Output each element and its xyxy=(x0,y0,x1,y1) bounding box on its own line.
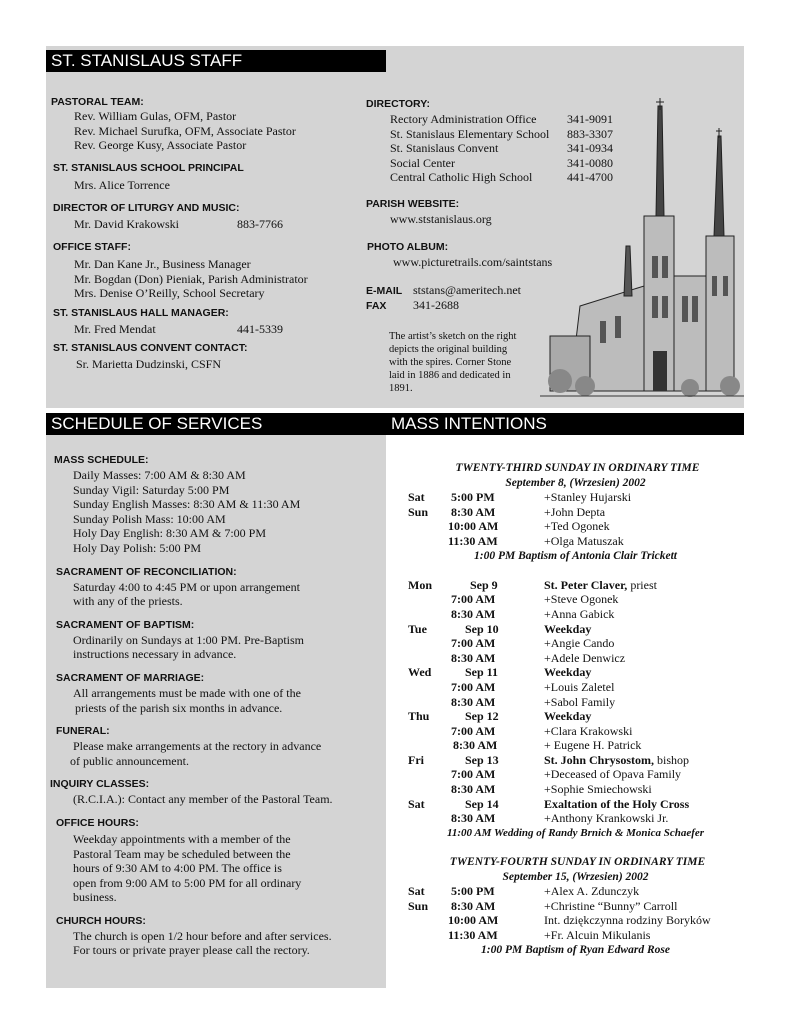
intention-row xyxy=(408,767,743,782)
directory-entry-phone: 441-4700 xyxy=(567,170,613,185)
weekday-title: Exaltation of the Holy Cross xyxy=(544,796,690,811)
baptism-line: Ordinarily on Sundays at 1:00 PM. Pre-Baptism xyxy=(73,632,304,647)
mass-schedule-line: Sunday Polish Mass: 10:00 AM xyxy=(73,511,226,526)
convent-contact-label: ST. STANISLAUS CONVENT CONTACT: xyxy=(53,342,248,355)
directory-entry-phone: 341-9091 xyxy=(567,112,613,126)
photo-album-link[interactable]: www.picturetrails.com/saintstans xyxy=(393,254,553,269)
intention-row xyxy=(408,680,743,695)
intention-time: 8:30 AM xyxy=(451,606,496,621)
baptism-line: instructions necessary in advance. xyxy=(73,647,237,662)
hall-manager-name: Mr. Fred Mendat xyxy=(74,321,156,336)
intention-time: 11:30 AM xyxy=(448,928,498,942)
directory-entry xyxy=(390,170,650,185)
directory-entry-name: St. Stanislaus Convent xyxy=(390,141,499,156)
fax-row xyxy=(366,298,650,313)
intention-row xyxy=(408,695,743,710)
intention-row xyxy=(408,505,743,520)
directory-entry-name: St. Stanislaus Elementary School xyxy=(390,126,550,141)
directory-entry-name: Central Catholic High School xyxy=(390,170,533,185)
intention-day: Sun xyxy=(408,504,429,519)
intention-time: 7:00 AM xyxy=(451,636,496,651)
office-staff-line: Mr. Bogdan (Don) Pieniak, Parish Administrator xyxy=(74,271,308,286)
weekday-title: Weekday xyxy=(544,621,592,636)
mass-schedule-line: Holy Day English: 8:30 AM & 7:00 PM xyxy=(73,526,267,541)
liturgy-name: Mr. David Krakowski xyxy=(74,217,179,232)
mass-schedule-line: Holy Day Polish: 5:00 PM xyxy=(73,540,202,555)
reconciliation-label: SACRAMENT OF RECONCILIATION: xyxy=(56,565,237,578)
principal-name: Mrs. Alice Torrence xyxy=(74,177,170,192)
funeral-line: of public announcement. xyxy=(70,753,189,768)
weekday-title: Weekday xyxy=(544,709,592,724)
pastoral-team-label: PASTORAL TEAM: xyxy=(51,96,144,108)
weekday-header xyxy=(408,797,743,812)
photo-album-label: PHOTO ALBUM: xyxy=(367,240,449,253)
intention-text: +John Depta xyxy=(544,504,606,519)
inquiry-label: INQUIRY CLASSES: xyxy=(50,778,150,791)
caption-line: depicts the original building xyxy=(389,344,508,356)
weekday-date: Sep 10 xyxy=(465,621,499,636)
website-label: PARISH WEBSITE: xyxy=(366,197,460,210)
intention-time: 10:00 AM xyxy=(448,519,499,534)
schedule-title-bar: SCHEDULE OF SERVICES xyxy=(46,413,386,435)
intentions-column xyxy=(408,461,743,957)
sketch-caption xyxy=(366,330,650,395)
funeral-line: Please make arrangements at the rectory in advance xyxy=(73,739,322,754)
intention-row xyxy=(408,884,743,899)
pastoral-line: Rev. George Kusy, Associate Pastor xyxy=(74,138,247,153)
week1-date: September 8, (Wrzesien) 2002 xyxy=(505,476,646,489)
mass-schedule-line: Sunday Vigil: Saturday 5:00 PM xyxy=(73,482,230,497)
intention-text: +Angie Cando xyxy=(544,636,615,651)
intention-row xyxy=(408,724,743,739)
weekday-title xyxy=(544,578,657,593)
church-hours-line: The church is open 1/2 hour before and after services. xyxy=(73,928,332,943)
intention-text: Int. dziękczynna rodziny Boryków xyxy=(544,913,711,928)
intention-row xyxy=(408,928,743,943)
church-hours-line: For tours or private prayer please call the rectory. xyxy=(73,943,310,958)
directory-entry-name: Social Center xyxy=(390,155,455,170)
office-hours-line: Pastoral Team may be scheduled between the xyxy=(73,846,291,861)
office-hours-line: open from 9:00 AM to 5:00 PM for all ordinary xyxy=(73,875,302,890)
intention-row xyxy=(408,534,743,549)
marriage-line: All arrangements must be made with one of the xyxy=(73,685,301,700)
intention-day: Sat xyxy=(408,490,425,505)
directory-entry-name: Rectory Administration Office xyxy=(390,112,537,126)
inquiry-line: (R.C.I.A.): Contact any member of the Pastoral Team. xyxy=(73,792,333,807)
intention-row xyxy=(408,490,743,505)
intention-time: 8:30 AM xyxy=(451,811,496,826)
caption-line: with the spires. Corner Stone xyxy=(389,357,512,369)
weekday-header xyxy=(408,753,743,768)
marriage-label: SACRAMENT OF MARRIAGE: xyxy=(56,671,205,684)
week1-note: 1:00 PM Baptism of Antonia Clair Trickett xyxy=(474,549,677,562)
intention-row xyxy=(408,899,743,914)
intention-time: 8:30 AM xyxy=(453,738,498,753)
intention-time: 10:00 AM xyxy=(448,913,499,928)
caption-line: The artist’s sketch on the right xyxy=(389,331,517,343)
intention-row xyxy=(408,607,743,622)
church-hours-label: CHURCH HOURS: xyxy=(56,914,146,927)
reconciliation-line: with any of the priests. xyxy=(73,594,183,609)
weekday-title-bold: St. John Chrysostom, xyxy=(544,752,655,767)
intention-text: +Olga Matuszak xyxy=(544,533,624,548)
staff-title-bar: ST. STANISLAUS STAFF xyxy=(46,50,386,72)
fax-label: FAX xyxy=(366,300,387,313)
intention-text: +Deceased of Opava Family xyxy=(544,767,682,782)
intention-row xyxy=(408,811,743,826)
directory-label: DIRECTORY: xyxy=(366,98,430,110)
weekday-header xyxy=(408,578,743,593)
intention-text: +Louis Zaletel xyxy=(544,679,615,694)
week2-heading: TWENTY-FOURTH SUNDAY IN ORDINARY TIME xyxy=(449,856,706,869)
weekday-day: Thu xyxy=(408,709,430,724)
intention-time: 11:30 AM xyxy=(448,533,498,548)
week1-heading: TWENTY-THIRD SUNDAY IN ORDINARY TIME xyxy=(455,462,700,474)
intention-time: 8:30 AM xyxy=(451,694,496,709)
intention-text: +Anthony Krankowski Jr. xyxy=(544,811,669,826)
weekday-date: Sep 13 xyxy=(465,752,499,767)
intention-time: 7:00 AM xyxy=(451,679,496,694)
intention-time: 7:00 AM xyxy=(451,723,496,738)
email-label: E-MAIL xyxy=(366,285,403,298)
directory-entry xyxy=(390,156,650,171)
intention-text: +Stanley Hujarski xyxy=(544,490,632,505)
weekday-header xyxy=(408,665,743,680)
intention-day: Sat xyxy=(408,884,425,899)
weekday-date: Sep 12 xyxy=(465,709,499,724)
directory-entry-phone: 341-0934 xyxy=(567,141,613,156)
liturgy-row xyxy=(51,217,308,232)
intentions-title-bar: MASS INTENTIONS xyxy=(386,413,744,435)
weekday-header xyxy=(408,709,743,724)
intention-time: 7:00 AM xyxy=(451,767,496,782)
weekday-day: Wed xyxy=(408,665,432,680)
weekday-note: 11:00 AM Wedding of Randy Brnich & Monica Schaefer xyxy=(446,826,705,839)
intention-row xyxy=(408,738,743,753)
intention-row xyxy=(408,592,743,607)
intention-text: +Alex A. Zdunczyk xyxy=(544,884,640,899)
website-link[interactable]: www.ststanislaus.org xyxy=(390,211,492,226)
weekday-title-rest: bishop xyxy=(654,752,690,767)
principal-label: ST. STANISLAUS SCHOOL PRINCIPAL xyxy=(53,161,244,174)
intention-time: 5:00 PM xyxy=(451,884,495,899)
weekday-title-bold: St. Peter Claver, xyxy=(544,577,628,592)
office-staff-label: OFFICE STAFF: xyxy=(53,240,131,253)
liturgy-phone: 883-7766 xyxy=(237,217,283,232)
weekday-title xyxy=(544,753,689,768)
intention-text: +Adele Denwicz xyxy=(544,650,626,665)
intention-text: +Steve Ogonek xyxy=(544,592,619,607)
hall-manager-phone: 441-5339 xyxy=(237,321,283,336)
intention-time: 8:30 AM xyxy=(451,650,496,665)
directory-entry-phone: 883-3307 xyxy=(567,126,613,141)
directory-column xyxy=(366,98,650,395)
intention-time: 8:30 AM xyxy=(451,898,496,913)
week2-date: September 15, (Wrzesien) 2002 xyxy=(502,870,649,883)
intention-time: 5:00 PM xyxy=(451,490,495,505)
intention-time: 8:30 AM xyxy=(451,782,496,797)
caption-line: 1891. xyxy=(389,383,413,395)
office-hours-line: Weekday appointments with a member of the xyxy=(73,831,291,846)
weekday-day: Mon xyxy=(408,577,432,592)
staff-left-column xyxy=(51,96,308,372)
intention-row xyxy=(408,519,743,534)
weekday-day: Tue xyxy=(408,621,427,636)
office-staff-line: Mrs. Denise O’Reilly, School Secretary xyxy=(74,286,265,301)
fax-number: 341-2688 xyxy=(413,298,459,313)
baptism-label: SACRAMENT OF BAPTISM: xyxy=(56,618,195,631)
pastoral-line: Rev. William Gulas, OFM, Pastor xyxy=(74,109,237,123)
caption-line: laid in 1886 and dedicated in xyxy=(389,370,511,382)
hall-manager-row xyxy=(51,322,308,337)
intention-row xyxy=(408,636,743,651)
weekday-title-rest: priest xyxy=(627,577,657,592)
intention-text: +Clara Krakowski xyxy=(544,723,633,738)
intention-text: +Ted Ogonek xyxy=(544,519,610,534)
office-staff-line: Mr. Dan Kane Jr., Business Manager xyxy=(74,256,251,271)
intention-row xyxy=(408,782,743,797)
office-hours-label: OFFICE HOURS: xyxy=(56,816,139,829)
intention-text: +Fr. Alcuin Mikulanis xyxy=(544,928,651,942)
intention-text: +Sophie Smiechowski xyxy=(544,782,652,797)
directory-entry xyxy=(390,112,650,127)
convent-contact-name: Sr. Marietta Dudzinski, CSFN xyxy=(76,357,222,372)
email-row xyxy=(366,283,650,298)
schedule-column xyxy=(51,454,333,958)
office-hours-line: business. xyxy=(73,890,117,905)
intention-time: 7:00 AM xyxy=(451,592,496,607)
intention-text: +Christine “Bunny” Carroll xyxy=(544,898,678,913)
intention-day: Sun xyxy=(408,898,429,913)
intention-text: +Anna Gabick xyxy=(544,606,615,621)
week2-note: 1:00 PM Baptism of Ryan Edward Rose xyxy=(481,943,670,956)
directory-entry xyxy=(390,127,650,142)
weekday-day: Fri xyxy=(408,752,424,767)
reconciliation-line: Saturday 4:00 to 4:45 PM or upon arrangement xyxy=(73,579,300,594)
directory-entry xyxy=(390,141,650,156)
intention-row xyxy=(408,651,743,666)
funeral-label: FUNERAL: xyxy=(56,725,110,738)
weekday-date: Sep 11 xyxy=(465,665,499,680)
hall-manager-label: ST. STANISLAUS HALL MANAGER: xyxy=(53,306,229,319)
intention-time: 8:30 AM xyxy=(451,504,496,519)
weekday-title: Weekday xyxy=(544,665,592,680)
weekday-day: Sat xyxy=(408,796,425,811)
mass-schedule-line: Sunday English Masses: 8:30 AM & 11:30 AM xyxy=(73,497,301,512)
intention-row xyxy=(408,913,743,928)
weekday-header xyxy=(408,622,743,637)
mass-schedule-label: MASS SCHEDULE: xyxy=(54,454,149,466)
weekday-date: Sep 9 xyxy=(470,577,498,592)
weekday-date: Sep 14 xyxy=(465,796,499,811)
liturgy-label: DIRECTOR OF LITURGY AND MUSIC: xyxy=(53,202,240,215)
intention-text: +Sabol Family xyxy=(544,694,616,709)
mass-schedule-line: Daily Masses: 7:00 AM & 8:30 AM xyxy=(73,468,246,482)
marriage-line: priests of the parish six months in advance. xyxy=(75,700,283,715)
directory-entry-phone: 341-0080 xyxy=(567,155,613,170)
email-link[interactable]: ststans@ameritech.net xyxy=(413,283,522,298)
pastoral-line: Rev. Michael Surufka, OFM, Associate Pastor xyxy=(74,123,296,138)
office-hours-line: hours of 9:30 AM to 4:00 PM. The office is xyxy=(73,861,282,876)
intention-text: + Eugene H. Patrick xyxy=(544,738,642,753)
